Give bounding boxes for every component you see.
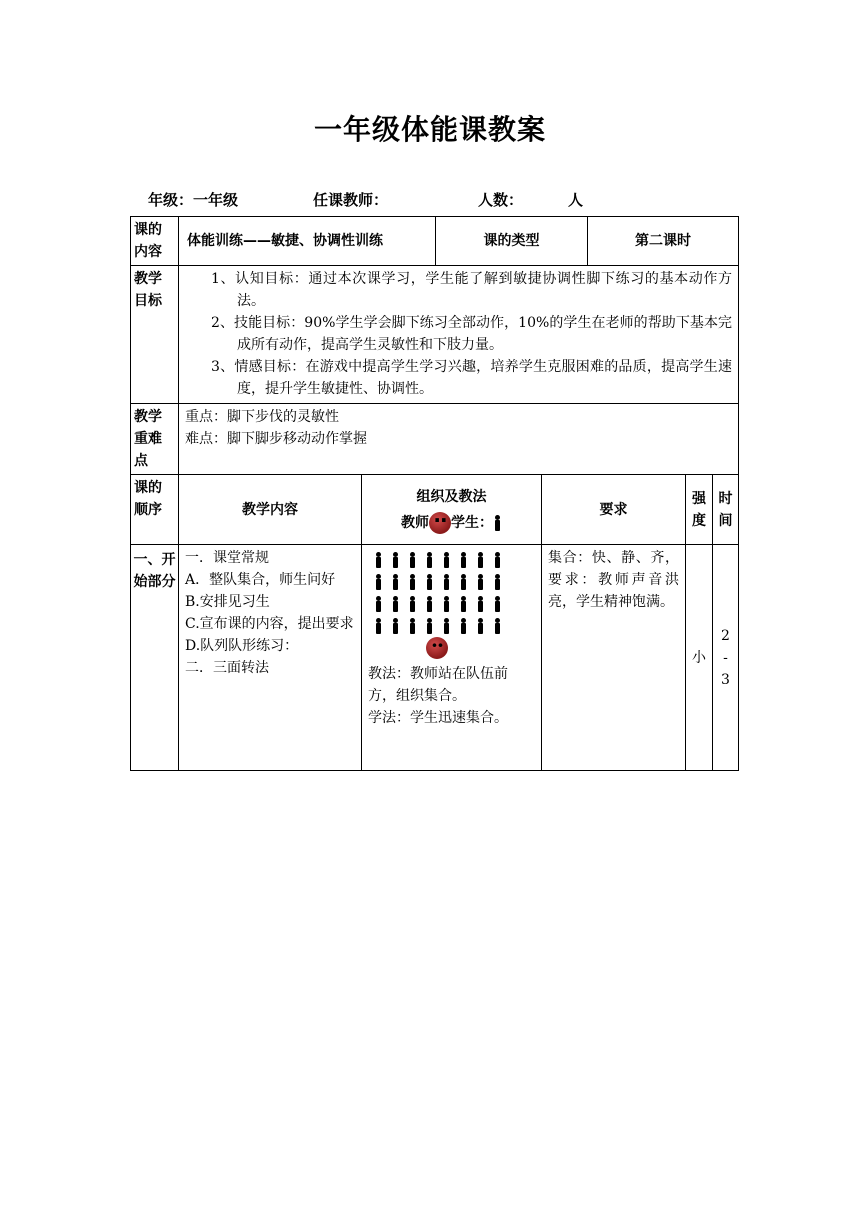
student-legend-label: 学生： bbox=[451, 514, 493, 531]
student-icon bbox=[493, 552, 502, 568]
teacher-icon bbox=[426, 637, 448, 659]
header-org-legend bbox=[362, 512, 541, 534]
row-key-points bbox=[131, 404, 739, 475]
student-icon bbox=[476, 552, 485, 568]
student-icon bbox=[374, 596, 383, 612]
goal-cognitive: 1、认知目标：通过本次课学习，学生能了解到敏捷协调性脚下练习的基本动作方法。 bbox=[211, 271, 732, 309]
row-lesson-content bbox=[131, 217, 739, 266]
student-icon bbox=[493, 618, 502, 634]
student-icon bbox=[442, 574, 451, 590]
section-time: 2-3 bbox=[713, 545, 739, 771]
content-line-5: D.队列队形练习： bbox=[185, 638, 299, 654]
teacher-legend-label: 教师 bbox=[401, 514, 429, 531]
teaching-goals-list bbox=[179, 266, 739, 404]
formation-row-2 bbox=[368, 571, 535, 593]
student-icon bbox=[442, 552, 451, 568]
student-icon bbox=[374, 618, 383, 634]
student-icon bbox=[391, 552, 400, 568]
student-count-label: 人数： bbox=[478, 191, 524, 209]
student-icon bbox=[425, 574, 434, 590]
key-point: 重点：脚下步伐的灵敏性 bbox=[185, 409, 339, 425]
grade-label: 年级：一年级 bbox=[148, 191, 239, 209]
student-icon bbox=[408, 618, 417, 634]
row-teaching-goals bbox=[131, 266, 739, 404]
header-org-title: 组织及教法 bbox=[416, 488, 487, 505]
header-time: 时间 bbox=[713, 475, 739, 545]
header-order: 课的顺序 bbox=[131, 475, 179, 545]
section-name: 一、开始部分 bbox=[131, 545, 179, 771]
student-icon bbox=[391, 574, 400, 590]
student-icon bbox=[442, 618, 451, 634]
student-icon bbox=[391, 618, 400, 634]
content-line-6: 二．三面转法 bbox=[185, 660, 269, 676]
section-method bbox=[362, 545, 542, 771]
section-intensity: 小 bbox=[686, 545, 713, 771]
student-icon bbox=[408, 574, 417, 590]
student-icon bbox=[476, 574, 485, 590]
content-line-4: C.宣布课的内容，提出要求 bbox=[185, 616, 354, 632]
lesson-content-value: 体能训练——敏捷、协调性训练 bbox=[179, 217, 436, 266]
student-icon bbox=[476, 618, 485, 634]
method-learn: 学法：学生迅速集合。 bbox=[368, 710, 508, 726]
student-icon bbox=[493, 515, 502, 531]
teacher-icon bbox=[429, 512, 451, 534]
label-teaching-goals: 教学目标 bbox=[131, 266, 179, 404]
label-key-points: 教学重难点 bbox=[131, 404, 179, 475]
student-icon bbox=[408, 596, 417, 612]
header-requirements: 要求 bbox=[542, 475, 686, 545]
document-title: 一年级体能课教案 bbox=[313, 113, 546, 146]
student-icon bbox=[425, 596, 434, 612]
header-content: 教学内容 bbox=[179, 475, 362, 545]
formation-teacher bbox=[368, 637, 535, 663]
lesson-type-value: 第二课时 bbox=[588, 217, 739, 266]
student-icon bbox=[459, 552, 468, 568]
label-lesson-type: 课的类型 bbox=[436, 217, 588, 266]
header-intensity: 强度 bbox=[686, 475, 713, 545]
student-icon bbox=[408, 552, 417, 568]
goal-skill: 2、技能目标：90%学生学会脚下练习全部动作，10%的学生在老师的帮助下基本完成所有动作，提高学生灵敏性和下肢力量。 bbox=[211, 315, 732, 353]
header-organization bbox=[362, 475, 542, 545]
goal-affective: 3、情感目标：在游戏中提高学生学习兴趣，培养学生克服困难的品质，提高学生速度，提升学生敏捷性、协调性。 bbox=[211, 359, 732, 397]
content-line-1: 一．课堂常规 bbox=[185, 550, 269, 566]
student-icon bbox=[459, 574, 468, 590]
method-teach: 教法：教师站在队伍前方，组织集合。 bbox=[368, 666, 508, 704]
student-icon bbox=[493, 574, 502, 590]
student-icon bbox=[391, 596, 400, 612]
section-content bbox=[179, 545, 362, 771]
section-requirements: 集合：快、静、齐，要求：教师声音洪亮，学生精神饱满。 bbox=[542, 545, 686, 771]
student-icon bbox=[476, 596, 485, 612]
formation-row-3 bbox=[368, 593, 535, 615]
row-section-start bbox=[131, 545, 739, 771]
student-icon bbox=[425, 618, 434, 634]
row-table-header bbox=[131, 475, 739, 545]
student-icon bbox=[442, 596, 451, 612]
formation-diagram bbox=[368, 549, 535, 663]
key-points-cell bbox=[179, 404, 739, 475]
student-icon bbox=[374, 552, 383, 568]
student-icon bbox=[493, 596, 502, 612]
formation-row-1 bbox=[368, 549, 535, 571]
lesson-plan-table bbox=[130, 216, 739, 771]
content-line-2: A．整队集合，师生问好 bbox=[185, 572, 336, 588]
student-icon bbox=[374, 574, 383, 590]
student-icon bbox=[459, 618, 468, 634]
student-icon bbox=[459, 596, 468, 612]
student-icon bbox=[425, 552, 434, 568]
content-line-3: B.安排见习生 bbox=[185, 594, 270, 610]
label-lesson-content: 课的内容 bbox=[131, 217, 179, 266]
student-count-unit: 人 bbox=[568, 191, 584, 209]
teacher-label: 任课教师： bbox=[313, 191, 389, 209]
difficulty-point: 难点：脚下脚步移动动作掌握 bbox=[185, 431, 367, 447]
formation-row-4 bbox=[368, 615, 535, 637]
